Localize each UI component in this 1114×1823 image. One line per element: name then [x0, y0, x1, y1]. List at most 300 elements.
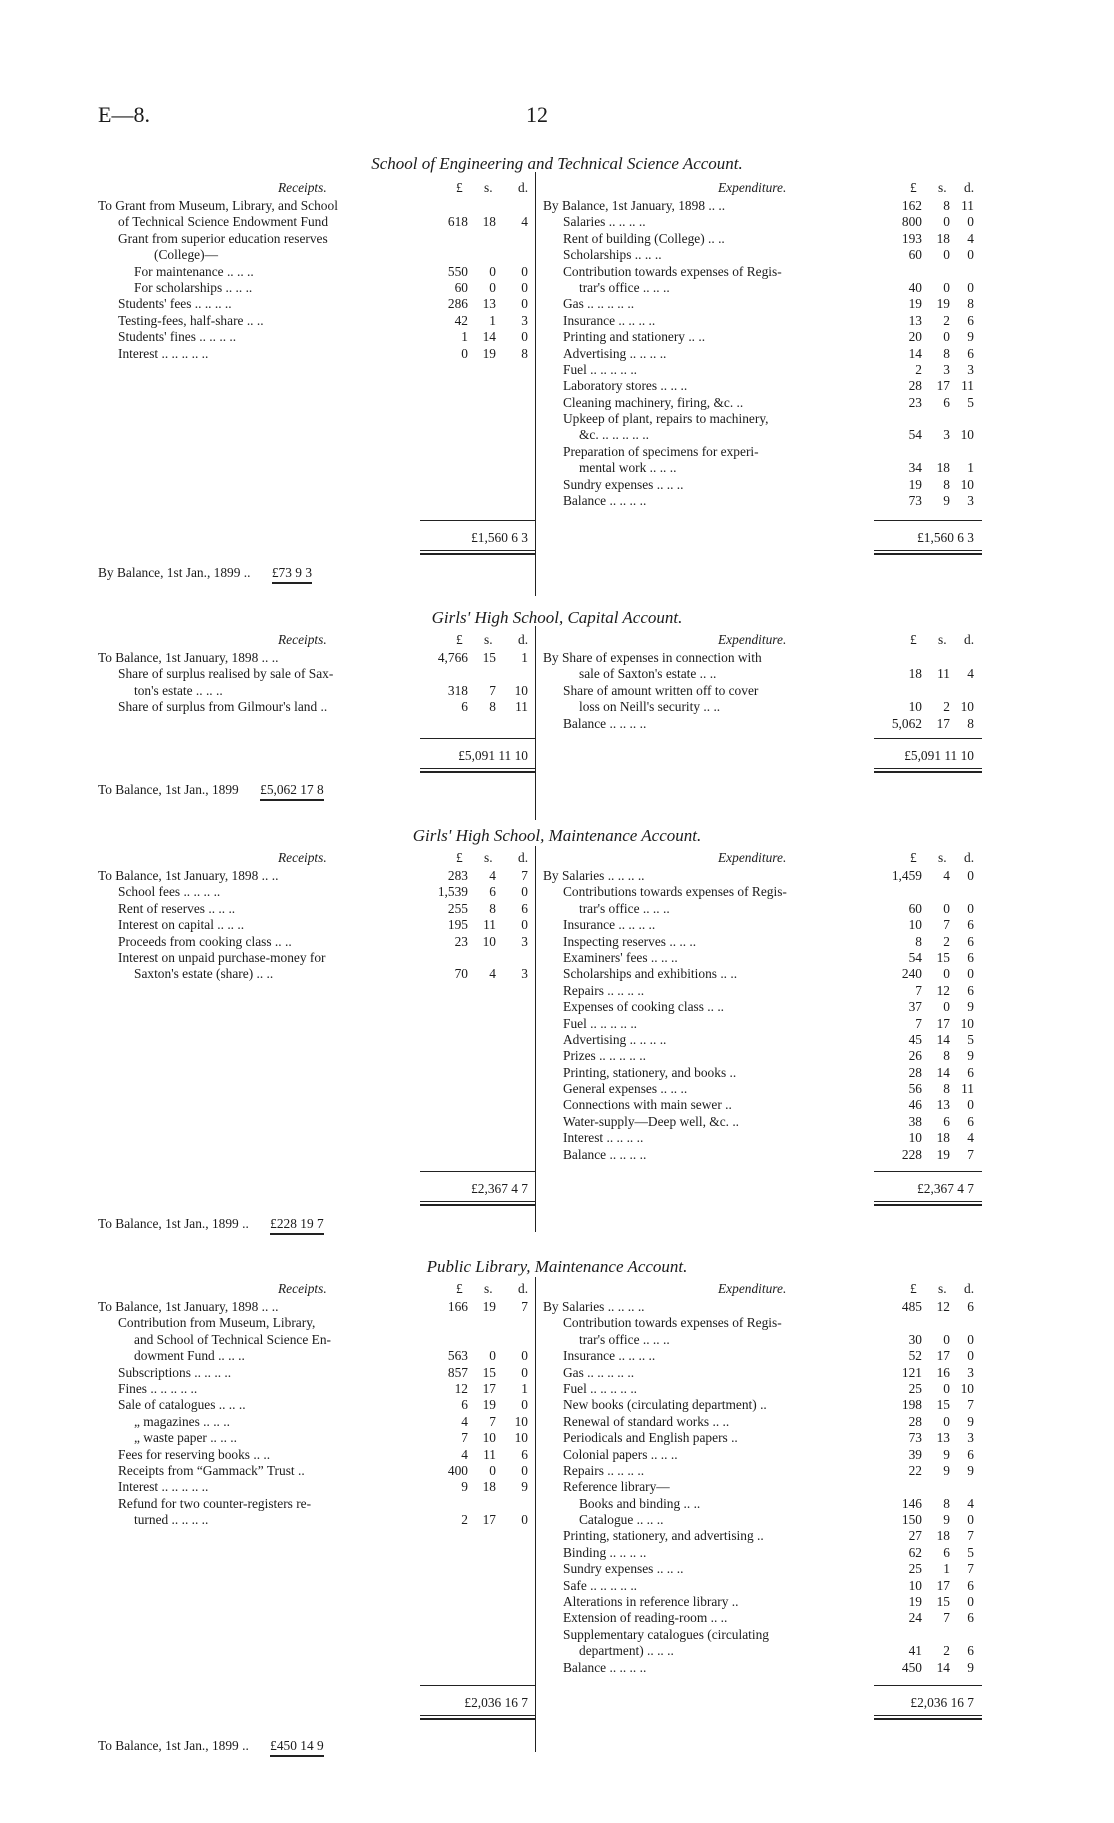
shillings-cell: 19	[482, 1397, 496, 1413]
pounds-cell: 10	[908, 1577, 922, 1593]
pence-cell: 0	[521, 884, 528, 900]
shillings-cell: 0	[943, 1413, 950, 1429]
pound-sign: £	[456, 632, 463, 647]
pounds-cell: 485	[901, 1299, 922, 1314]
shillings-cell: 2	[943, 1643, 950, 1659]
expenditure-row	[543, 1130, 977, 1146]
shillings-cell: 3	[943, 361, 950, 377]
pence-cell: 7	[967, 1397, 974, 1413]
expenditure-item-label: Share of amount written off to cover	[563, 682, 759, 698]
receipts-row	[98, 699, 532, 715]
pounds-cell: 73	[908, 493, 922, 509]
receipts-row	[98, 966, 532, 982]
pence-cell: 9	[967, 999, 974, 1015]
receipts-item-label: Students' fees .. .. .. ..	[118, 296, 232, 312]
pence-cell: 4	[521, 214, 528, 230]
expenditure-item-label: Balance .. .. .. ..	[563, 1146, 647, 1162]
shillings-cell: 10	[482, 933, 496, 949]
pence-sign: d.	[964, 850, 975, 865]
expenditure-item-label: Preparation of specimens for experi-	[563, 443, 759, 459]
expenditure-item-label: Extension of reading-room .. ..	[563, 1610, 728, 1626]
expenditure-item-label: Repairs .. .. .. ..	[563, 982, 645, 998]
shillings-cell: 0	[489, 1462, 496, 1478]
receipts-row	[98, 313, 532, 329]
expenditure-item-label: Expenses of cooking class .. ..	[563, 999, 725, 1015]
expenditure-row	[543, 716, 977, 732]
receipts-row	[98, 231, 532, 247]
expenditure-total-rule	[874, 550, 982, 555]
pounds-cell: 857	[447, 1364, 468, 1380]
receipts-column	[98, 868, 532, 983]
shillings-cell: 1	[489, 312, 496, 328]
pence-cell: 11	[961, 198, 974, 213]
receipts-item-label: „ magazines .. .. ..	[134, 1413, 230, 1429]
expenditure-row	[543, 950, 977, 966]
receipts-heading: Receipts.	[278, 180, 327, 195]
shillings-cell: 3	[943, 427, 950, 443]
carried-balance-label: To Balance, 1st Jan., 1899	[98, 782, 239, 797]
pounds-cell: 22	[908, 1462, 922, 1478]
receipts-item-label: and School of Technical Science En-	[134, 1331, 332, 1347]
receipts-column	[98, 1299, 532, 1528]
pounds-cell: 4	[461, 1413, 468, 1429]
shillings-cell: 9	[943, 1446, 950, 1462]
expenditure-item-label: Balance .. .. .. ..	[563, 715, 647, 731]
pounds-cell: 1,539	[437, 884, 468, 900]
pence-cell: 6	[521, 1446, 528, 1462]
shillings-cell: 8	[489, 699, 496, 715]
pounds-cell: 286	[447, 296, 468, 312]
shillings-cell: 8	[943, 1048, 950, 1064]
column-divider	[535, 626, 536, 820]
receipts-row	[98, 950, 532, 966]
expenditure-row	[543, 1545, 977, 1561]
expenditure-row	[543, 917, 977, 933]
pence-sign: d.	[964, 632, 975, 647]
pounds-cell: 70	[454, 966, 468, 982]
pence-cell: 10	[960, 699, 974, 715]
expenditure-column	[543, 1299, 977, 1676]
pence-cell: 9	[967, 1462, 974, 1478]
pence-cell: 0	[967, 214, 974, 230]
expenditure-item-label: Printing, stationery, and advertising ..	[563, 1528, 764, 1544]
expenditure-item-label: Advertising .. .. .. ..	[563, 1031, 667, 1047]
pence-cell: 8	[967, 715, 974, 731]
receipts-item-label: Contribution from Museum, Library,	[118, 1315, 316, 1331]
pound-sign: £	[910, 180, 917, 195]
expenditure-item-label: trar's office .. .. ..	[579, 279, 670, 295]
pence-cell: 0	[521, 1512, 528, 1528]
pounds-cell: 318	[447, 682, 468, 698]
pence-cell: 4	[967, 1130, 974, 1146]
pounds-cell: 62	[908, 1544, 922, 1560]
pounds-cell: 54	[908, 427, 922, 443]
shillings-cell: 18	[936, 230, 950, 246]
pounds-cell: 26	[908, 1048, 922, 1064]
pounds-cell: 166	[447, 1299, 468, 1314]
pence-cell: 9	[967, 329, 974, 345]
shillings-sign: s.	[484, 1281, 493, 1296]
receipts-row	[98, 917, 532, 933]
pence-sign: d.	[518, 850, 529, 865]
expenditure-item-label: Scholarships and exhibitions .. ..	[563, 966, 738, 982]
expenditure-total: £2,367 4 7	[917, 1181, 974, 1196]
pounds-cell: 255	[447, 900, 468, 916]
expenditure-sum-rule	[874, 1685, 982, 1686]
expenditure-item-label: Contribution towards expenses of Regis-	[563, 1315, 782, 1331]
expenditure-item-label: By Salaries .. .. .. ..	[543, 868, 645, 883]
pounds-cell: 400	[447, 1462, 468, 1478]
expenditure-row	[543, 1643, 977, 1659]
receipts-row	[98, 1348, 532, 1364]
pounds-cell: 4,766	[437, 650, 468, 665]
expenditure-item-label: Renewal of standard works .. ..	[563, 1413, 730, 1429]
pence-cell: 5	[967, 1544, 974, 1560]
pounds-cell: 8	[915, 933, 922, 949]
carried-balance-label: To Balance, 1st Jan., 1899 ..	[98, 1216, 249, 1231]
carried-balance	[98, 782, 324, 801]
expenditure-row	[543, 1114, 977, 1130]
pounds-cell: 56	[908, 1081, 922, 1097]
receipts-item-label: To Balance, 1st January, 1898 .. ..	[98, 868, 279, 883]
expenditure-item-label: Examiners' fees .. .. ..	[563, 949, 678, 965]
shillings-cell: 2	[943, 312, 950, 328]
expenditure-item-label: By Balance, 1st January, 1898 .. ..	[543, 198, 726, 213]
shillings-cell: 12	[936, 982, 950, 998]
expenditure-column	[543, 868, 977, 1163]
shillings-cell: 16	[936, 1364, 950, 1380]
pounds-cell: 23	[908, 394, 922, 410]
pence-cell: 3	[521, 312, 528, 328]
expenditure-row	[543, 1097, 977, 1113]
pence-cell: 10	[514, 682, 528, 698]
expenditure-row	[543, 683, 977, 699]
pounds-cell: 28	[908, 1413, 922, 1429]
pence-cell: 10	[960, 1015, 974, 1031]
receipts-item-label: Fines .. .. .. .. ..	[118, 1380, 198, 1396]
receipts-row	[98, 1315, 532, 1331]
receipts-item-label: Grant from superior education reserves	[118, 230, 328, 246]
expenditure-row	[543, 1381, 977, 1397]
pounds-cell: 193	[901, 230, 922, 246]
shillings-sign: s.	[484, 632, 493, 647]
shillings-cell: 17	[482, 1512, 496, 1528]
pounds-cell: 283	[447, 868, 468, 883]
expenditure-total: £5,091 11 10	[904, 748, 974, 763]
column-divider	[535, 172, 536, 596]
pence-cell: 6	[967, 1446, 974, 1462]
receipts-row	[98, 1365, 532, 1381]
expenditure-row	[543, 1016, 977, 1032]
expenditure-total-rule	[874, 768, 982, 773]
shillings-cell: 0	[943, 247, 950, 263]
receipts-item-label: of Technical Science Endowment Fund	[118, 214, 329, 230]
expenditure-row	[543, 1048, 977, 1064]
expenditure-row	[543, 362, 977, 378]
pounds-cell: 1,459	[891, 868, 922, 883]
pounds-cell: 24	[908, 1610, 922, 1626]
shillings-cell: 14	[936, 1064, 950, 1080]
shillings-cell: 14	[936, 1659, 950, 1675]
expenditure-row	[543, 1447, 977, 1463]
shillings-cell: 15	[482, 650, 496, 665]
expenditure-item-label: Insurance .. .. .. ..	[563, 917, 656, 933]
pence-cell: 6	[967, 1064, 974, 1080]
carried-balance	[98, 1738, 324, 1757]
expenditure-row	[543, 884, 977, 900]
pence-sign: d.	[518, 1281, 529, 1296]
pounds-cell: 146	[901, 1495, 922, 1511]
receipts-item-label: School fees .. .. .. ..	[118, 884, 221, 900]
expenditure-row	[543, 1365, 977, 1381]
receipts-item-label: ton's estate .. .. ..	[134, 682, 223, 698]
expenditure-sum-rule	[874, 738, 982, 739]
receipts-item-label: Proceeds from cooking class .. ..	[118, 933, 292, 949]
pence-sign: d.	[518, 632, 529, 647]
carried-balance	[98, 565, 312, 584]
receipts-item-label: For maintenance .. .. ..	[134, 263, 254, 279]
expenditure-total: £2,036 16 7	[910, 1695, 974, 1710]
pounds-cell: 54	[908, 949, 922, 965]
expenditure-row	[543, 477, 977, 493]
expenditure-row	[543, 231, 977, 247]
receipts-row	[98, 868, 532, 884]
receipts-row	[98, 1299, 532, 1315]
pounds-cell: 39	[908, 1446, 922, 1462]
shillings-cell: 9	[943, 1462, 950, 1478]
receipts-total: £5,091 11 10	[458, 748, 528, 763]
shillings-cell: 0	[943, 1331, 950, 1347]
shillings-cell: 0	[943, 214, 950, 230]
pence-cell: 0	[521, 279, 528, 295]
expenditure-item-label: Connections with main sewer ..	[563, 1097, 732, 1113]
receipts-sum-rule	[420, 1171, 536, 1172]
pence-cell: 0	[521, 329, 528, 345]
shillings-cell: 18	[482, 1479, 496, 1495]
expenditure-column	[543, 650, 977, 732]
shillings-cell: 0	[943, 900, 950, 916]
expenditure-sum-rule	[874, 1171, 982, 1172]
pounds-cell: 6	[461, 699, 468, 715]
pence-cell: 7	[967, 1146, 974, 1162]
pounds-cell: 10	[908, 917, 922, 933]
pence-cell: 6	[967, 1577, 974, 1593]
shillings-cell: 15	[936, 949, 950, 965]
expenditure-item-label: Inspecting reserves .. .. ..	[563, 933, 697, 949]
expenditure-item-label: Sundry expenses .. .. ..	[563, 1561, 684, 1577]
expenditure-item-label: mental work .. .. ..	[579, 460, 677, 476]
pounds-cell: 60	[908, 900, 922, 916]
expenditure-row	[543, 699, 977, 715]
shillings-cell: 7	[489, 682, 496, 698]
receipts-item-label: Testing-fees, half-share .. ..	[118, 312, 264, 328]
pounds-cell: 19	[908, 476, 922, 492]
shillings-sign: s.	[938, 1281, 947, 1296]
shillings-cell: 15	[936, 1594, 950, 1610]
expenditure-item-label: trar's office .. .. ..	[579, 1331, 670, 1347]
receipts-item-label: For scholarships .. .. ..	[134, 279, 253, 295]
expenditure-column	[543, 198, 977, 509]
receipts-row	[98, 683, 532, 699]
expenditure-row	[543, 901, 977, 917]
pounds-cell: 800	[901, 214, 922, 230]
pence-cell: 11	[961, 1081, 974, 1097]
pounds-cell: 45	[908, 1031, 922, 1047]
carried-balance-amount: £73 9 3	[272, 565, 312, 584]
pounds-cell: 6	[461, 1397, 468, 1413]
receipts-item-label: Interest .. .. .. .. ..	[118, 1479, 209, 1495]
shillings-cell: 18	[936, 460, 950, 476]
pence-cell: 6	[967, 933, 974, 949]
pounds-cell: 162	[901, 198, 922, 213]
expenditure-row	[543, 1660, 977, 1676]
shillings-cell: 2	[943, 933, 950, 949]
shillings-cell: 11	[483, 917, 496, 933]
receipts-item-label: turned .. .. .. ..	[134, 1512, 209, 1528]
shillings-cell: 15	[482, 1364, 496, 1380]
expenditure-item-label: Sundry expenses .. .. ..	[563, 476, 684, 492]
expenditure-item-label: Interest .. .. .. ..	[563, 1130, 644, 1146]
shillings-cell: 13	[936, 1097, 950, 1113]
pounds-cell: 23	[454, 933, 468, 949]
expenditure-row	[543, 427, 977, 443]
pounds-cell: 240	[901, 966, 922, 982]
receipts-total: £1,560 6 3	[471, 530, 528, 545]
shillings-sign: s.	[938, 180, 947, 195]
pence-cell: 6	[967, 982, 974, 998]
shillings-cell: 18	[482, 214, 496, 230]
shillings-cell: 4	[489, 966, 496, 982]
expenditure-row	[543, 395, 977, 411]
receipts-row	[98, 296, 532, 312]
pence-cell: 0	[967, 1331, 974, 1347]
pence-cell: 6	[967, 1610, 974, 1626]
shillings-cell: 8	[943, 476, 950, 492]
expenditure-item-label: By Share of expenses in connection with	[543, 650, 762, 665]
pence-cell: 6	[967, 1113, 974, 1129]
pence-cell: 11	[961, 378, 974, 394]
page-number: 12	[526, 102, 548, 127]
expenditure-row	[543, 1299, 977, 1315]
expenditure-row	[543, 999, 977, 1015]
pence-cell: 0	[521, 1364, 528, 1380]
expenditure-heading: Expenditure.	[718, 180, 787, 195]
expenditure-row	[543, 1315, 977, 1331]
receipts-item-label: dowment Fund .. .. ..	[134, 1348, 245, 1364]
pounds-cell: 40	[908, 279, 922, 295]
shillings-cell: 0	[489, 279, 496, 295]
expenditure-sum-rule	[874, 520, 982, 521]
expenditure-item-label: loss on Neill's security .. ..	[579, 699, 721, 715]
receipts-row	[98, 1381, 532, 1397]
pence-cell: 1	[521, 650, 528, 665]
pence-cell: 0	[521, 263, 528, 279]
shillings-cell: 13	[482, 296, 496, 312]
shillings-cell: 8	[489, 900, 496, 916]
receipts-item-label: (College)—	[154, 247, 218, 263]
receipts-item-label: Share of surplus realised by sale of Sax-	[118, 666, 334, 682]
pence-cell: 6	[521, 900, 528, 916]
pence-cell: 6	[967, 1299, 974, 1314]
pence-sign: d.	[518, 180, 529, 195]
pounds-cell: 25	[908, 1380, 922, 1396]
expenditure-row	[543, 296, 977, 312]
expenditure-row	[543, 934, 977, 950]
pence-cell: 6	[967, 345, 974, 361]
pence-cell: 7	[521, 1299, 528, 1314]
receipts-total: £2,036 16 7	[464, 1695, 528, 1710]
receipts-heading: Receipts.	[278, 1281, 327, 1296]
expenditure-row	[543, 1627, 977, 1643]
shillings-cell: 17	[936, 378, 950, 394]
expenditure-row	[543, 378, 977, 394]
pounds-cell: 28	[908, 378, 922, 394]
pound-sign: £	[910, 850, 917, 865]
shillings-cell: 1	[943, 1561, 950, 1577]
expenditure-row	[543, 329, 977, 345]
shillings-cell: 0	[943, 966, 950, 982]
pence-cell: 9	[967, 1659, 974, 1675]
expenditure-row	[543, 666, 977, 682]
pounds-cell: 34	[908, 460, 922, 476]
receipts-row	[98, 1430, 532, 1446]
pence-cell: 3	[521, 966, 528, 982]
receipts-row	[98, 1414, 532, 1430]
expenditure-row	[543, 1430, 977, 1446]
pence-cell: 9	[967, 1048, 974, 1064]
receipts-total: £2,367 4 7	[471, 1181, 528, 1196]
shillings-cell: 17	[936, 1577, 950, 1593]
shillings-cell: 19	[936, 296, 950, 312]
pence-cell: 8	[521, 345, 528, 361]
shillings-cell: 17	[936, 1015, 950, 1031]
pounds-cell: 563	[447, 1348, 468, 1364]
receipts-row	[98, 1447, 532, 1463]
expenditure-item-label: Books and binding .. ..	[579, 1495, 701, 1511]
pounds-cell: 18	[908, 666, 922, 682]
pence-cell: 9	[521, 1479, 528, 1495]
shillings-cell: 8	[943, 198, 950, 213]
expenditure-heading: Expenditure.	[718, 850, 787, 865]
expenditure-item-label: Periodicals and English papers ..	[563, 1430, 738, 1446]
receipts-item-label: To Grant from Museum, Library, and School	[98, 198, 338, 213]
pence-cell: 1	[967, 460, 974, 476]
shillings-cell: 0	[489, 1348, 496, 1364]
pence-cell: 0	[967, 247, 974, 263]
pounds-cell: 14	[908, 345, 922, 361]
pounds-cell: 60	[908, 247, 922, 263]
pound-sign: £	[910, 1281, 917, 1296]
carried-balance-amount: £5,062 17 8	[260, 782, 324, 801]
shillings-cell: 7	[943, 1610, 950, 1626]
pounds-cell: 9	[461, 1479, 468, 1495]
shillings-cell: 9	[943, 1512, 950, 1528]
receipts-row	[98, 264, 532, 280]
pounds-cell: 7	[461, 1430, 468, 1446]
shillings-cell: 6	[489, 884, 496, 900]
pence-cell: 0	[521, 1397, 528, 1413]
pound-sign: £	[456, 180, 463, 195]
pence-cell: 10	[514, 1413, 528, 1429]
pounds-cell: 5,062	[891, 715, 922, 731]
pounds-cell: 42	[454, 312, 468, 328]
expenditure-row	[543, 983, 977, 999]
pence-cell: 0	[967, 1594, 974, 1610]
shillings-cell: 17	[936, 715, 950, 731]
shillings-cell: 8	[943, 345, 950, 361]
receipts-item-label: Saxton's estate (share) .. ..	[134, 966, 274, 982]
pounds-cell: 10	[908, 699, 922, 715]
